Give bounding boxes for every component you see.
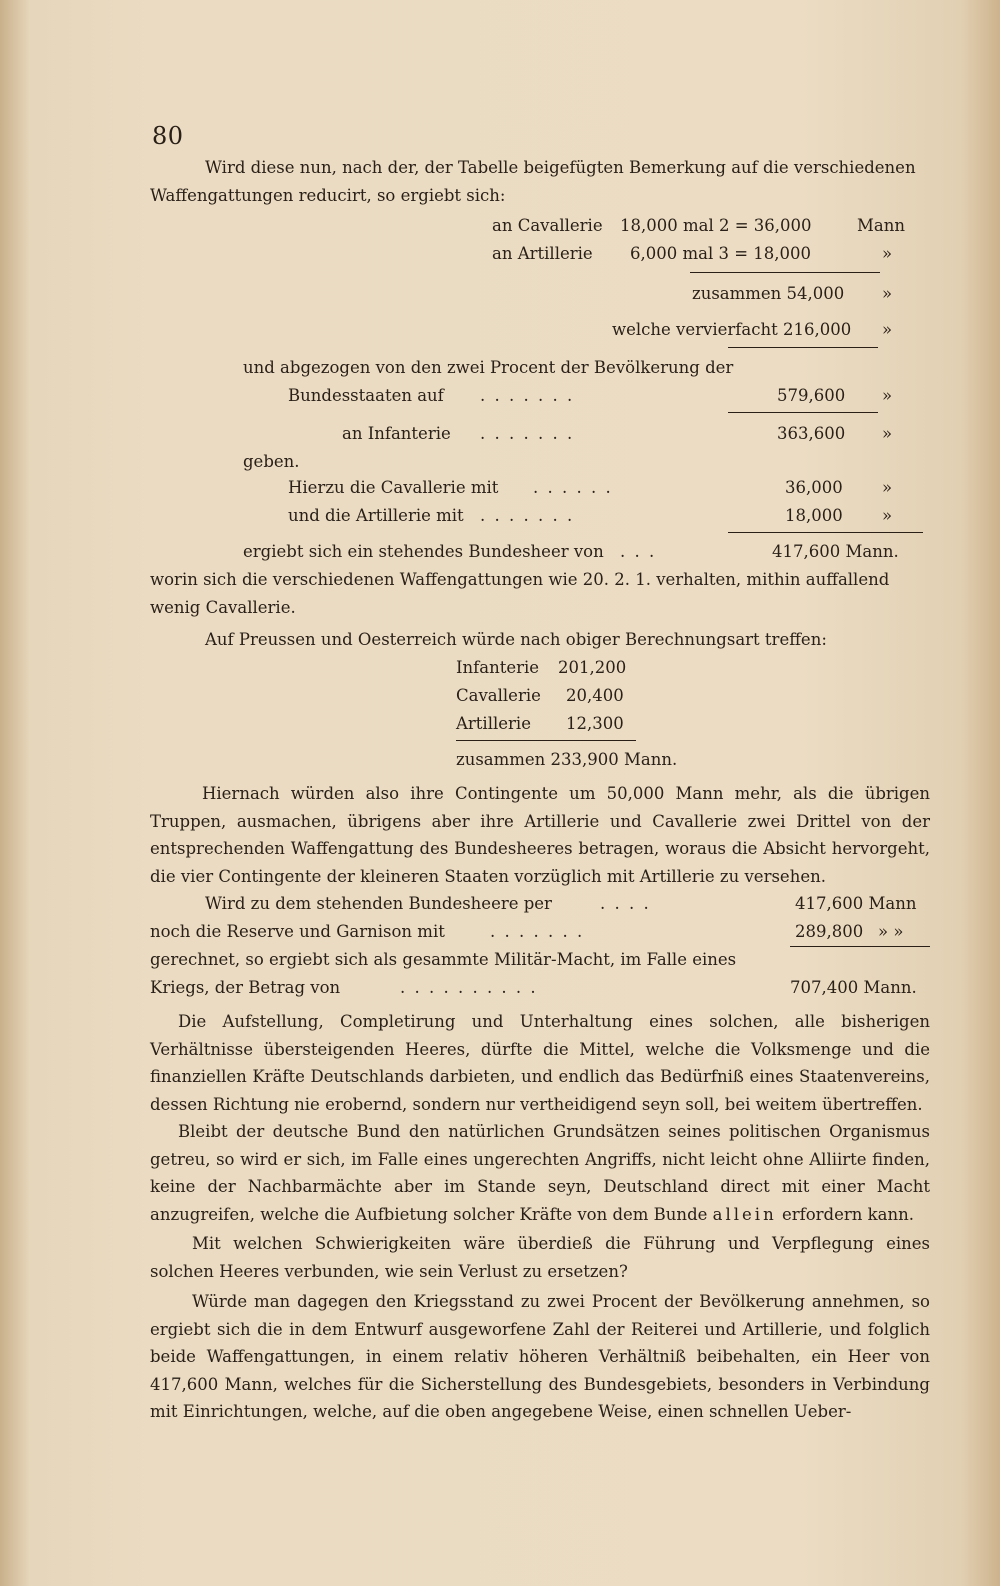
ditto-mark: » bbox=[882, 320, 893, 339]
calc-artillery-label: an Artillerie bbox=[492, 244, 593, 263]
deduct-line-1: und abgezogen von den zwei Procent der Bevölkerung der bbox=[243, 358, 734, 377]
sum-rule bbox=[728, 347, 878, 348]
reserve-value-2: 289,800 bbox=[795, 922, 864, 941]
ditto-mark: » bbox=[882, 284, 893, 303]
prussia-infantry-label: Infanterie bbox=[456, 658, 540, 677]
calc-cavalry-expression: 18,000 mal 2 = 36,000 bbox=[620, 216, 812, 235]
dot-leader: . . . . . . bbox=[533, 478, 613, 497]
intro-line-1: Wird diese nun, nach der, der Tabelle beigefügten Bemerkung auf die verschiedenen bbox=[205, 158, 916, 177]
dot-leader: . . . . . . . bbox=[480, 386, 575, 405]
intro-line-2: Waffengattungen reducirt, so ergiebt sich: bbox=[150, 186, 506, 205]
reserve-line-4: Kriegs, der Betrag von bbox=[150, 978, 341, 997]
paragraph-establishment: Die Aufstellung, Completirung und Unterhaltung eines solchen, alle bisherigen Verhältnisse übersteigenden Heeres, dürfte die Mittel, welche die Volksmenge und die finanziellen Kräfte Deutschlands darbieten, und endlich das Bedürfniß eines Staatenvereins, dessen Richtung nie erobernd, sondern nur vertheidigend seyn soll, bei weitem übertreffen. bbox=[150, 1012, 930, 1114]
reserve-line-1: Wird zu dem stehenden Bundesheere per bbox=[205, 894, 552, 913]
reserve-value-1: 417,600 Mann bbox=[795, 894, 917, 913]
ditto-mark: » bbox=[882, 424, 893, 443]
add-artillery-label: und die Artillerie mit bbox=[288, 506, 464, 525]
infantry-value: 363,600 bbox=[777, 424, 846, 443]
ditto-mark: » bbox=[882, 478, 893, 497]
dot-leader: . . . . . . . bbox=[480, 506, 575, 525]
standing-army-total: 417,600 Mann. bbox=[772, 542, 899, 561]
paragraph-difficulties: Mit welchen Schwierigkeiten wäre überdieß die Führung und Verpflegung eines solchen Heeres verbunden, wie sein Verlust zu ersetzen? bbox=[150, 1234, 930, 1281]
sum-rule bbox=[456, 740, 636, 741]
calc-cavalry-unit: Mann bbox=[857, 216, 905, 235]
dot-leader: . . . . . . . bbox=[490, 922, 585, 941]
total-military-force: 707,400 Mann. bbox=[790, 978, 917, 997]
prussia-intro: Auf Preussen und Oesterreich würde nach obiger Berechnungsart treffen: bbox=[205, 630, 827, 649]
dot-leader: . . . . bbox=[600, 894, 651, 913]
ditto-mark: » bbox=[882, 506, 893, 525]
sum-rule bbox=[690, 272, 880, 273]
add-artillery-value: 18,000 bbox=[785, 506, 843, 525]
ditto-mark: » » bbox=[878, 922, 904, 941]
dot-leader: . . . bbox=[620, 542, 657, 561]
add-cavalry-value: 36,000 bbox=[785, 478, 843, 497]
prussia-artillery-label: Artillerie bbox=[456, 714, 531, 733]
dot-leader: . . . . . . . bbox=[480, 424, 575, 443]
prussia-total: zusammen 233,900 Mann. bbox=[456, 750, 678, 769]
ratio-line-2: wenig Cavallerie. bbox=[150, 598, 296, 617]
prussia-artillery-value: 12,300 bbox=[566, 714, 624, 733]
reserve-line-2: noch die Reserve und Garnison mit bbox=[150, 922, 445, 941]
calc-quadrupled: welche vervierfacht 216,000 bbox=[612, 320, 852, 339]
sum-rule bbox=[728, 412, 878, 413]
prussia-cavalry-value: 20,400 bbox=[566, 686, 624, 705]
geben-text: geben. bbox=[243, 452, 300, 471]
paragraph-confederation bbox=[150, 1118, 930, 1228]
calc-artillery-expression: 6,000 mal 3 = 18,000 bbox=[630, 244, 812, 263]
ditto-mark: » bbox=[882, 244, 893, 263]
sum-rule bbox=[790, 946, 930, 947]
dot-leader: . . . . . . . . . . bbox=[400, 978, 538, 997]
calc-cavalry-label: an Cavallerie bbox=[492, 216, 603, 235]
add-cavalry-label: Hierzu die Cavallerie mit bbox=[288, 478, 499, 497]
sum-rule bbox=[728, 532, 923, 533]
page-number: 80 bbox=[152, 122, 184, 150]
prussia-infantry-value: 201,200 bbox=[558, 658, 627, 677]
paragraph-alternative: Würde man dagegen den Kriegsstand zu zwei Procent der Bevölkerung annehmen, so ergiebt sich die in dem Entwurf ausgeworfene Zahl der Reiterei und Artillerie, und folglich beide Waffengattungen, in einem relativ höheren Verhältniß beibehalten, ein Heer von 417,600 Mann, welches für die Sicherstellung des Bundesgebiets, besonders in Verbindung mit Einrichtungen, welche, auf die oben angegebene Weise, einen schnellen Ueber- bbox=[150, 1292, 930, 1421]
confederation-text-before: Bleibt der deutsche Bund den natürlichen Grundsätzen seines politischen Organismus getreu, so wird er sich, im Falle eines ungerechten Angriffs, nicht leicht ohne Alliirte finden, keine der Nachbarmächte aber im Stande seyn, Deutschland direct mit einer Macht anzugreifen, welche die Aufbietung solcher Kräfte von dem Bunde bbox=[150, 1122, 930, 1224]
standing-army-label: ergiebt sich ein stehendes Bundesheer von bbox=[243, 542, 604, 561]
emphasis-allein: allein bbox=[712, 1204, 777, 1224]
infantry-label: an Infanterie bbox=[342, 424, 451, 443]
confederation-text-after: erfordern kann. bbox=[776, 1204, 914, 1224]
calc-sum: zusammen 54,000 bbox=[692, 284, 845, 303]
prussia-cavalry-label: Cavallerie bbox=[456, 686, 541, 705]
ditto-mark: » bbox=[882, 386, 893, 405]
deduct-value: 579,600 bbox=[777, 386, 846, 405]
paragraph-contingents: Hiernach würden also ihre Contingente um 50,000 Mann mehr, als die übrigen Truppen, ausmachen, übrigens aber ihre Artillerie und Cavallerie zwei Drittel von der entsprechenden Waffengattung des Bundesheeres betragen, woraus die Absicht hervorgeht, die vier Contingente der kleineren Staaten vorzüglich mit Artillerie zu versehen. bbox=[150, 784, 930, 886]
reserve-line-3: gerechnet, so ergiebt sich als gesammte Militär-Macht, im Falle eines bbox=[150, 950, 737, 969]
deduct-line-2: Bundesstaaten auf bbox=[288, 386, 444, 405]
ratio-line-1: worin sich die verschiedenen Waffengattungen wie 20. 2. 1. verhalten, mithin auffallend bbox=[150, 570, 890, 589]
